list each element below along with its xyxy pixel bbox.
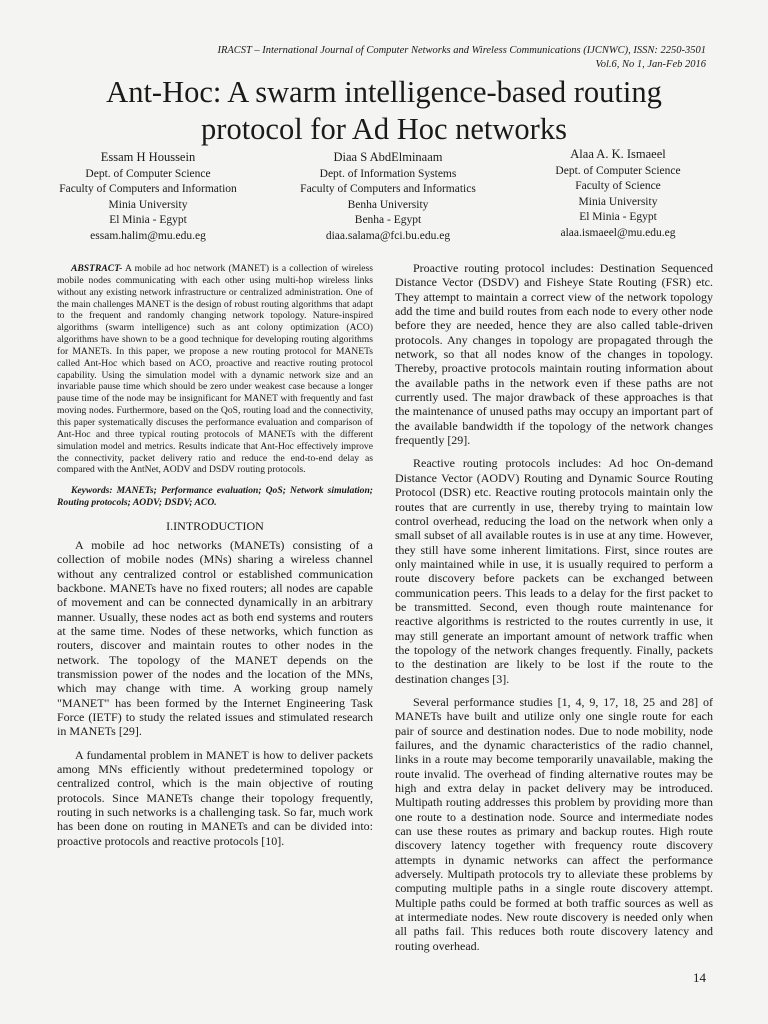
author-dept: Dept. of Computer Science	[85, 167, 211, 180]
abstract-text: A mobile ad hoc network (MANET) is a collection of wireless mobile nodes communicating with each other using multi-hop wireless links without any existing network infrastructure or centralized administration. One of the main challenges MANET is the design of robust routing algorithms that adapt to the frequent and randomly changing network topology. Nature-inspired algorithms (swarm intelligence) such as ant colony optimization (ACO) algorithms have shown to be a good technique for developing routing algorithms for MANETs. In this paper, we propose a new routing protocol for MANETs called Ant-Hoc which based on ACO, proactive and reactive routing protocol capability. Using the simulation model with a dynamic network size and an invariable pause time which should be zero under weakest case because a longer pause time of the node may be insignificant for MANET with frequently and fast moving nodes. Furthermore, based on the QoS, routing load and the connectivity, this paper systematically discuses the performance evaluation and comparison of Ant-Hoc and three typical routing protocols of MANETs with the different simulation model and metrics. Results indicate that Ant-Hoc effectively improve the connectivity, packet delivery ratio and reduce the end-to-end delay as compared with the AntNet, AODV and DSDV routing protocols.	[57, 263, 373, 476]
author-email[interactable]: alaa.ismaeel@mu.edu.eg	[560, 226, 676, 239]
paragraph: Several performance studies [1, 4, 9, 17, 18, 25 and 28] of MANETs have built and utilize only one single route for each pair of source and destination nodes. Due to node mobility, node failures, and the dynamic characteristics of the radio channel, links in a route may become temporarily unavailable, making the route invalid. The overhead of finding alternative routes may be high and extra delay in packet delivery may be introduced. Multipath routing addresses this problem by providing more than one route to a destination node. Source and intermediate nodes can use these routes as primary and backup routes. High route discovery latency together with frequency route discovery attempts in dynamic networks can affect the performance adversely. Multipath protocols try to alleviate these problems by computing multiple paths in a single route discovery attempt. Multiple paths could be formed at both traffic sources as well as at intermediate nodes. New route discovery is needed only when all paths fail. This reduces both route discovery latency and routing overhead.	[395, 694, 713, 953]
journal-name: IRACST – International Journal of Computer Networks and Wireless Communications (IJCNWC), ISSN: 2250-3501	[217, 45, 706, 56]
author-name: Diaa S AbdElminaam	[333, 150, 443, 164]
paragraph: A fundamental problem in MANET is how to deliver packets among MNs efficiently without predetermined topology or centralized control, which is the main objective of routing protocols. Since MANETs change their topology frequently, routing in such networks is a challenging task. So far, much work has been done on routing in MANETs and can be divided into: proactive protocols and reactive protocols [10].	[57, 747, 373, 848]
author-city: El Minia - Egypt	[579, 211, 657, 223]
author-faculty: Faculty of Science	[575, 180, 661, 192]
paragraph: Proactive routing protocol includes: Destination Sequenced Distance Vector (DSDV) and Fisheye State Routing (FSR) etc. They attempt to maintain a correct view of the network topology add the time and build routes from each node to every other node before they are needed, hence they are also called table-driven protocols. Any changes in topology are propagated through the network, so that all nodes know of the changes in topology. Thereby, proactive protocols maintain routing information about the available paths in the network even if these paths are not currently used. The major drawback of these approaches is that the maintenance of unused paths may occupy an important part of the available bandwidth if the topology of the network changes frequently [29].	[395, 261, 713, 448]
journal-volume: Vol.6, No 1, Jan-Feb 2016	[595, 59, 706, 70]
title-line-1: Ant-Hoc: A swarm intelligence-based routing	[106, 75, 662, 109]
author-1	[38, 150, 258, 244]
right-column	[395, 261, 713, 962]
title-line-2: protocol for Ad Hoc networks	[201, 112, 567, 146]
left-column	[57, 263, 373, 857]
author-city: Benha - Egypt	[354, 214, 422, 226]
author-email[interactable]: diaa.salama@fci.bu.edu.eg	[325, 229, 451, 242]
abstract-label: ABSTRACT-	[71, 263, 123, 274]
author-faculty: Faculty of Computers and Information	[59, 183, 237, 195]
paragraph: A mobile ad hoc networks (MANETs) consisting of a collection of mobile nodes (MNs) sharing a wireless channel without any centralized control or established communication backbone. MANETs have no fixed routers; all nodes are capable of movement and can be connected dynamically in an arbitrary manner. Usually, these nodes act as both end systems and routers at the same time. Nodes of these networks, which function as routers, discover and maintain routes to other nodes in the network. The topology of the MANET depends on the transmission power of the nodes and the location of the MNs, which may change with time. A working group namely "MANET" has been formed by the Internet Engineering Task Force (IETF) to study the related issues and stimulated research in MANETs [29].	[57, 537, 373, 739]
abstract	[57, 263, 373, 476]
author-dept: Dept. of Information Systems	[319, 167, 457, 180]
keywords: Keywords: MANETs; Performance evaluation; QoS; Network simulation; Routing protocols; AODV; DSDV; ACO.	[57, 485, 373, 509]
author-faculty: Faculty of Computers and Informatics	[300, 183, 476, 195]
author-university: Benha University	[347, 198, 429, 211]
author-name: Alaa A. K. Ismaeel	[570, 147, 666, 161]
author-dept: Dept. of Computer Science	[555, 164, 681, 177]
author-block	[38, 147, 738, 250]
section-heading-introduction: I.INTRODUCTION	[166, 518, 264, 533]
page-number: 14	[693, 970, 706, 985]
paper-title	[0, 74, 768, 148]
author-2	[276, 150, 500, 244]
journal-header	[217, 44, 706, 72]
author-3	[518, 147, 718, 241]
author-name: Essam H Houssein	[100, 150, 196, 164]
author-email[interactable]: essam.halim@mu.edu.eg	[90, 229, 206, 242]
author-university: Minia University	[108, 198, 188, 211]
author-city: El Minia - Egypt	[109, 214, 187, 226]
author-university: Minia University	[578, 195, 658, 208]
paragraph: Reactive routing protocols includes: Ad hoc On-demand Distance Vector (AODV) Routing and Dynamic Source Routing Protocol (DSR) etc. Reactive routing protocols maintain only the routes that are currently in use, thereby trying to maintain low control overhead, reducing the load on the network when only a small subset of all available routes is in use at any time. However, they still have some inherent limitations. First, since routes are only maintained while in use, it is usually required to perform a route discovery before packets can be exchanged between communication peers. This leads to a delay for the first packet to be transmitted. Second, even though route maintenance for reactive algorithms is restricted to the routes currently in use, it may still generate an important amount of network traffic when the topology of the network changes frequently. Finally, packets to the destination are likely to be lost if the route to the destination changes [3].	[395, 456, 713, 686]
